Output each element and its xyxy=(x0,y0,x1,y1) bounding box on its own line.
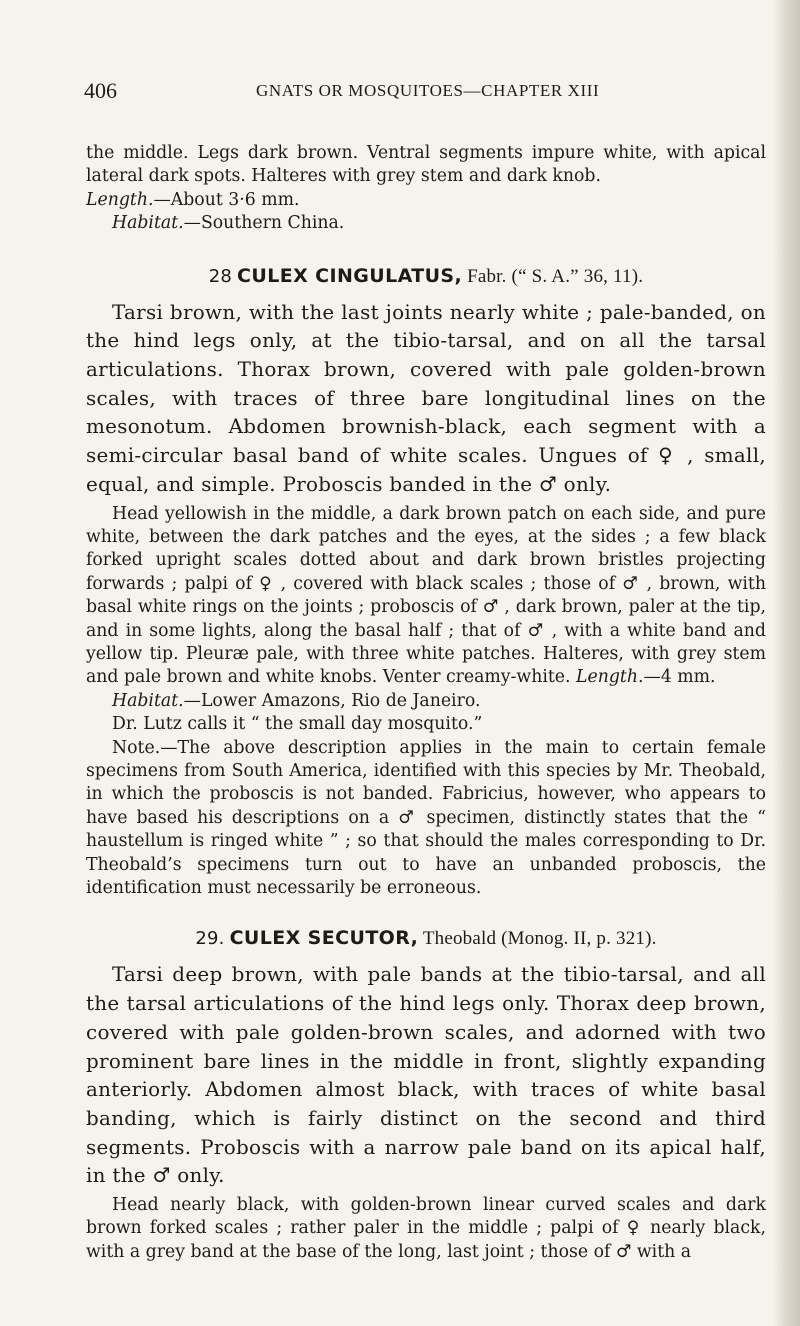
length-text: —About 3·6 mm. xyxy=(153,189,300,210)
habitat-text: —Southern China. xyxy=(183,213,345,234)
description-29: Head nearly black, with golden-brown linear curved scales and dark brown forked scales ; rather paler in the middle ; palpi of ♀ nearly black, with a grey band at the base of the long, last joint ; those of ♂ with a xyxy=(86,1195,766,1262)
diagnosis-29: Tarsi deep brown, with pale bands at the tibio-tarsal, and all the tarsal articulations of the hind legs only. Thorax deep brown, covered with pale golden-brown scales, and adorned with two prominent bare lines in the middle in front, slightly expanding anteriorly. Abdomen almost black, with traces of white basal banding, which is fairly distinct on the second and third segments. Proboscis with a narrow pale band on its apical half, in the ♂ only. xyxy=(86,963,766,1188)
species-number: 29. xyxy=(195,928,225,950)
habitat-text: —Lower Amazons, Rio de Janeiro. xyxy=(183,690,481,711)
description-text: Head yellowish in the middle, a dark brown patch on each side, and pure white, between the dark patches and the eyes, at the sides ; a few black forked upright scales dotted about and dark brown bristles projecting forwards ; palpi of ♀ , covered with black scales ; those of ♂ , brown, with basal white rings on the joints ; proboscis of ♂ , dark brown, paler at the tip, and in some lights, along the basal half ; that of ♂ , with a white band and yellow tip. Pleuræ pale, with three white patches. Halteres, with grey stem and pale brown and white knobs. Venter creamy-white. xyxy=(86,503,766,688)
habitat-label: Habitat. xyxy=(112,213,184,234)
page-edge-shadow xyxy=(774,0,800,1326)
diagnosis-28: Tarsi brown, with the last joints nearly white ; pale-banded, on the hind legs only, at the tibio-tarsal, and on all the tarsal articulations. Thorax brown, covered with pale golden-brown scales, with traces of three bare longitudinal lines on the mesonotum. Abdomen brownish-black, each segment with a semi-circular basal band of white scales. Ungues of ♀ , small, equal, and simple. Proboscis banded in the ♂ only. xyxy=(86,300,766,496)
habitat-28 xyxy=(86,690,766,713)
page-header xyxy=(86,78,646,108)
species-authority: Theobald (Monog. II, p. 321). xyxy=(422,928,657,950)
species-authority: Fabr. (“ S. A.” 36, 11). xyxy=(467,265,644,287)
page-number: 406 xyxy=(84,78,117,103)
species-heading-29 xyxy=(86,924,766,953)
species-number: 28 xyxy=(208,265,233,287)
length-text: —4 mm. xyxy=(643,667,716,688)
continuation-habitat xyxy=(86,212,766,235)
running-head: GNATS OR MOSQUITOES—CHAPTER XIII xyxy=(256,81,600,100)
species-heading-28 xyxy=(86,262,766,291)
continuation-length xyxy=(86,189,766,212)
page-body xyxy=(86,142,766,1264)
length-label: Length. xyxy=(576,667,644,688)
description-28 xyxy=(86,503,766,690)
continuation-paragraph xyxy=(86,142,766,189)
note-28: Note.—The above description applies in the main to certain female specimens from South America, identified with this species by Mr. Theobald, in which the proboscis is not banded. Fabricius, however, who appears to have based his descriptions on a ♂ specimen, distinctly states that the “ haustellum is ringed white ” ; so that should the males corresponding to Dr. Theobald’s specimens turn out to have an unbanded proboscis, the identification must necessarily be erroneous. xyxy=(86,737,766,899)
remark-28: Dr. Lutz calls it “ the small day mosquito.” xyxy=(112,714,483,735)
species-name: CULEX SECUTOR, xyxy=(229,927,419,950)
continuation-text: the middle. Legs dark brown. Ventral segments impure white, with apical lateral dark spots. Halteres with grey stem and dark knob. xyxy=(86,143,766,187)
species-name: CULEX CINGULATUS, xyxy=(237,264,463,287)
habitat-label: Habitat. xyxy=(112,690,184,711)
length-label: Length. xyxy=(86,189,154,210)
